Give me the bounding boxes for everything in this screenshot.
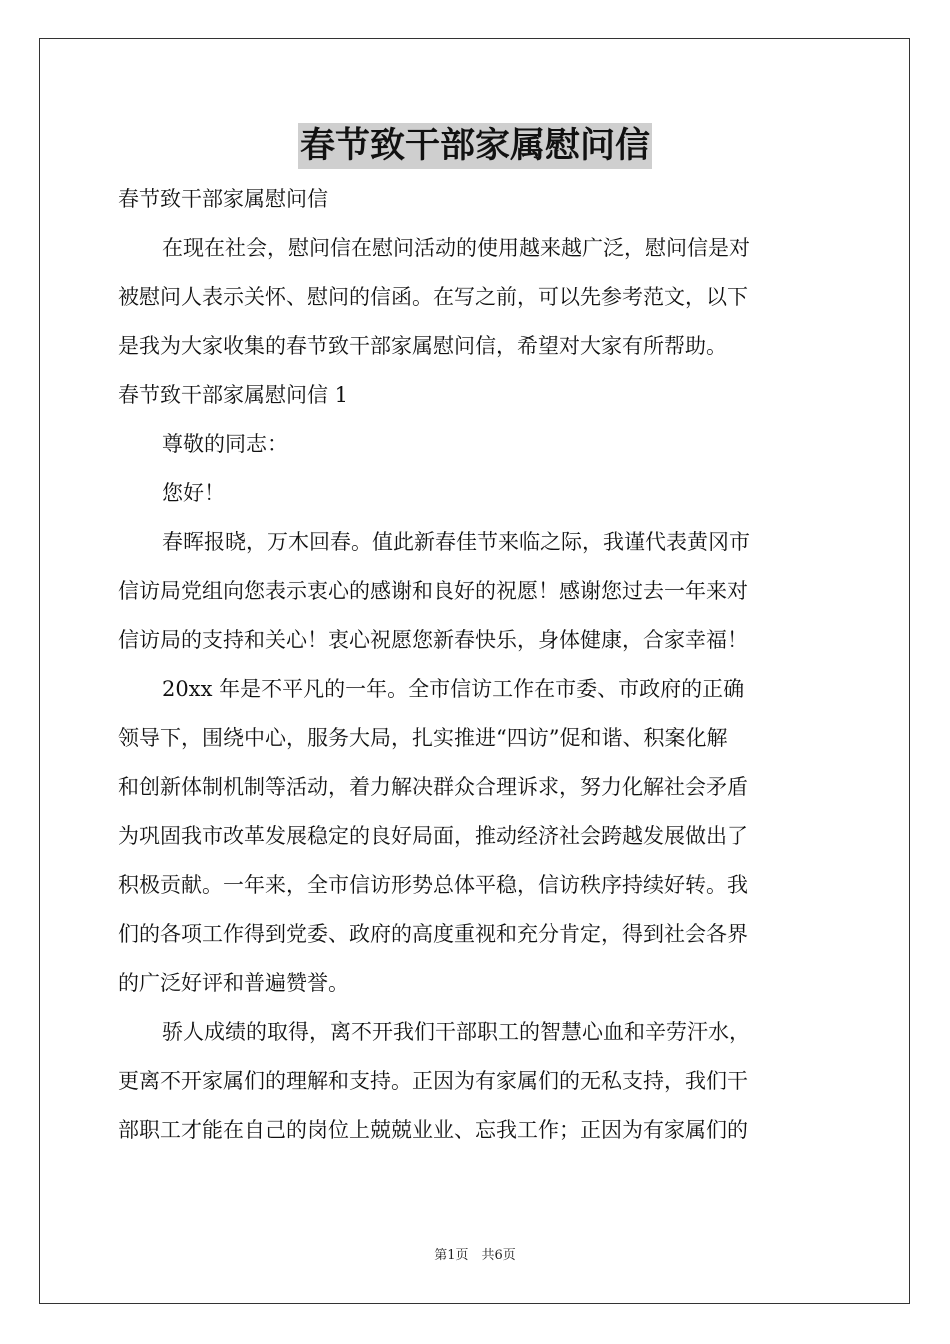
document-body: [118, 175, 834, 1155]
text-line: 是我为大家收集的春节致干部家属慰问信，希望对大家有所帮助。: [118, 334, 727, 358]
text-line: 春节致干部家属慰问信 1: [118, 383, 349, 407]
text-line: 领导下，围绕中心，服务大局，扎实推进“四访”促和谐、积案化解: [118, 726, 728, 750]
text-line: 部职工才能在自己的岗位上兢兢业业、忘我工作；正因为有家属们的: [118, 1118, 748, 1142]
document-title: 春节致干部家属慰问信: [298, 123, 652, 169]
text-line: 信访局的支持和关心！衷心祝愿您新春快乐，身体健康，合家幸福！: [118, 628, 748, 652]
text-line: 您好！: [162, 481, 225, 505]
title-container: [0, 123, 950, 169]
text-line: 20xx 年是不平凡的一年。全市信访工作在市委、市政府的正确: [162, 677, 745, 701]
text-line: 尊敬的同志：: [162, 432, 288, 456]
text-line: 春节致干部家属慰问信: [118, 187, 328, 211]
text-line: 骄人成绩的取得，离不开我们干部职工的智慧心血和辛劳汗水，: [162, 1020, 750, 1044]
text-line: 们的各项工作得到党委、政府的高度重视和充分肯定，得到社会各界: [118, 922, 748, 946]
text-line: 春晖报晓，万木回春。值此新春佳节来临之际，我谨代表黄冈市: [162, 530, 750, 554]
page-footer: 第1页 共6页: [434, 1248, 516, 1263]
text-line: 在现在社会，慰问信在慰问活动的使用越来越广泛，慰问信是对: [162, 236, 750, 260]
text-line: 信访局党组向您表示衷心的感谢和良好的祝愿！感谢您过去一年来对: [118, 579, 748, 603]
text-line: 为巩固我市改革发展稳定的良好局面，推动经济社会跨越发展做出了: [118, 824, 748, 848]
text-line: 更离不开家属们的理解和支持。正因为有家属们的无私支持，我们干: [118, 1069, 748, 1093]
text-line: 被慰问人表示关怀、慰问的信函。在写之前，可以先参考范文，以下: [118, 285, 748, 309]
text-line: 和创新体制机制等活动，着力解决群众合理诉求，努力化解社会矛盾: [118, 775, 748, 799]
text-line: 积极贡献。一年来，全市信访形势总体平稳，信访秩序持续好转。我: [118, 873, 748, 897]
text-line: 的广泛好评和普遍赞誉。: [118, 971, 349, 995]
